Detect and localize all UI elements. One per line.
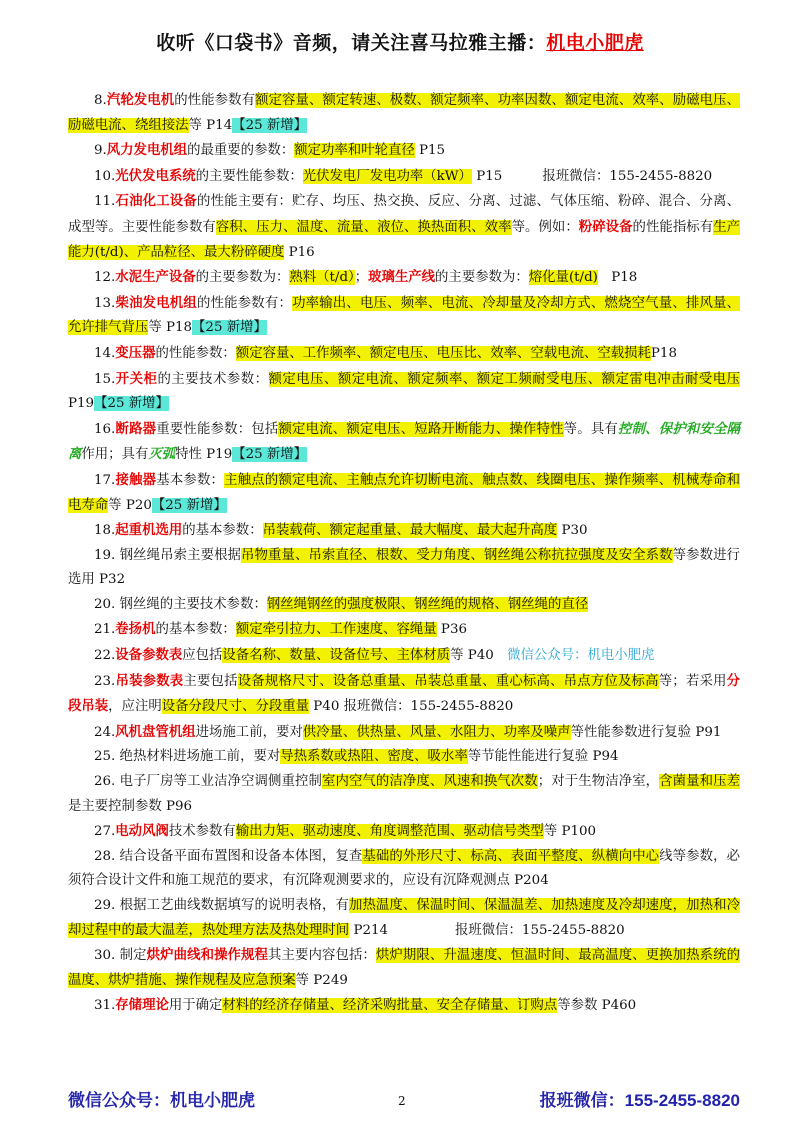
text-segment: P18: [597, 270, 638, 286]
highlighted-parameters: 容积、压力、温度、流量、液位、换热面积、效率: [215, 219, 512, 235]
text-segment: 15.: [94, 371, 116, 387]
text-segment: P40 报班微信：155-2455-8820: [309, 699, 514, 715]
text-segment: 12.: [94, 270, 116, 286]
text-segment: 17.: [94, 472, 116, 488]
key-term: 起重机选用: [115, 522, 183, 539]
highlighted-parameters: 主触点的额定电流、主触点允许切断电流、触点数、线圈电压、操作频率、机械寿命和电寿命: [68, 472, 741, 513]
key-term: 断路器: [115, 420, 157, 437]
highlighted-parameters: 加热温度、保温时间、保温温差、加热速度及冷却速度，加热和冷却过程中的最大温差，热处理方法及热处理时间: [68, 898, 740, 938]
new-tag: 【25 新增】: [232, 447, 308, 463]
highlighted-parameters: 钢丝绳钢丝的强度极限、钢丝绳的规格、钢丝绳的直径: [266, 596, 589, 612]
text-segment: P214 报班微信：155-2455-8820: [349, 922, 625, 938]
footer-signup-label: 报班微信：: [539, 1091, 625, 1111]
text-segment: 等 P14: [188, 117, 233, 133]
new-tag: 【25 新增】: [232, 117, 308, 133]
highlighted-parameters: 输出力矩、驱动速度、角度调整范围、驱动信号类型: [235, 824, 544, 840]
text-segment: P16: [284, 244, 315, 260]
list-item: [68, 845, 740, 894]
text-segment: 等。例如：: [511, 219, 579, 235]
text-segment: 8.: [94, 93, 107, 108]
key-term: 存储理论: [115, 997, 169, 1014]
highlighted-parameters: 室内空气的洁净度、风速和换气次数: [321, 774, 538, 790]
text-segment: 16.: [94, 421, 116, 437]
list-item: [68, 544, 740, 593]
list-item: [68, 341, 740, 367]
emphasis-term: 灭弧: [148, 446, 176, 463]
wechat-note: 微信公众号：机电小肥虎: [507, 648, 655, 664]
list-item: [68, 643, 740, 669]
list-item: [68, 593, 740, 618]
footer-signup-number: 155-2455-8820: [624, 1091, 740, 1110]
highlighted-parameters: 额定电压、额定电流、额定频率、额定工频耐受电压、额定雷电冲击耐受电压: [268, 371, 741, 387]
key-term: 烘炉曲线和操作规程: [146, 947, 269, 964]
list-item: [68, 770, 740, 819]
list-item: [68, 617, 740, 643]
text-segment: 等 P40: [450, 648, 508, 664]
text-segment: 31.: [94, 998, 116, 1014]
list-item: [68, 164, 740, 190]
page-header: [0, 28, 800, 55]
text-segment: 22.: [94, 648, 116, 664]
highlighted-parameters: 额定容量、工作频率、额定电压、电压比、效率、空载电流、空载损耗: [235, 345, 651, 361]
key-term: 卷扬机: [115, 621, 156, 638]
text-segment: P15: [414, 143, 446, 159]
text-segment: 10.: [94, 168, 116, 184]
text-segment: 基本参数：: [156, 472, 225, 488]
text-segment: 技术参数有: [168, 824, 236, 840]
text-segment: 重要性能参数：包括: [156, 421, 279, 437]
new-tag: 【25 新增】: [192, 320, 267, 336]
key-term: 设备参数表: [115, 647, 183, 664]
text-segment: P18: [650, 345, 677, 361]
new-tag: 【25 新增】: [151, 497, 227, 513]
text-segment: 的性能参数有：: [196, 295, 293, 311]
highlighted-parameters: 基础的外形尺寸、标高、表面平整度、纵横向中心: [362, 848, 660, 864]
text-segment: 23.: [94, 673, 116, 689]
text-segment: 30. 制定: [94, 948, 147, 964]
parameter-list: [68, 88, 740, 1019]
text-segment: 24.: [94, 724, 116, 740]
text-segment: 13.: [94, 295, 116, 311]
text-segment: 的性能主要有：贮存、均压、热交换、反应、分离、过滤、气体压缩、粉碎、混合、分离、成型等。主要性能参数有: [68, 194, 741, 235]
highlighted-parameters: 熔化量(t/d): [528, 270, 598, 286]
text-segment: 主要包括: [183, 673, 238, 689]
text-segment: ，应注明: [108, 699, 162, 715]
text-segment: 的主要参数为：: [195, 270, 290, 286]
text-segment: 的性能参数有: [174, 93, 256, 108]
text-segment: 等 P249: [295, 972, 348, 988]
text-segment: 是主要控制参数 P96: [68, 798, 193, 814]
text-segment: 等性能参数进行复验 P91: [570, 724, 722, 740]
text-segment: P15 报班微信：155-2455-8820: [471, 168, 713, 184]
list-item: [68, 468, 740, 518]
text-segment: 26. 电子厂房等工业洁净空调侧重控制: [94, 774, 322, 790]
list-item: [68, 745, 740, 770]
highlighted-parameters: 导热系数或热阻、密度、吸水率: [280, 749, 468, 765]
highlighted-parameters: 熟料（t/d）: [289, 270, 355, 286]
text-segment: 的性能参数：: [155, 345, 236, 361]
list-item: [68, 138, 740, 164]
text-segment: 28. 结合设备平面布置图和设备本体图，复查: [94, 848, 363, 864]
header-prefix: 收听《口袋书》音频，请关注喜马拉雅主播：: [156, 32, 547, 54]
text-segment: 等 P100: [543, 824, 597, 840]
highlighted-parameters: 设备分段尺寸、分段重量: [161, 699, 310, 715]
text-segment: 等参数进行选用 P32: [68, 547, 740, 588]
list-item: [68, 265, 740, 291]
highlighted-parameters: 设备名称、数量、设备位号、主体材质: [222, 648, 451, 664]
highlighted-parameters: 额定功率和叶轮直径: [294, 143, 415, 159]
text-segment: 21.: [94, 622, 116, 638]
text-segment: 9.: [94, 143, 107, 159]
key-term: 水泥生产设备: [115, 269, 196, 286]
key-term: 风机盘管机组: [115, 723, 196, 740]
text-segment: 的主要性能参数：: [195, 168, 303, 184]
highlighted-parameters: 烘炉期限、升温速度、恒温时间、最高温度、更换加热系统的温度、烘炉措施、操作规程及应急预案: [68, 948, 740, 988]
text-segment: 27.: [94, 824, 116, 840]
text-segment: 等；若采用: [658, 673, 727, 689]
key-term: 柴油发电机组: [115, 294, 197, 311]
highlighted-parameters: 吊物重量、吊索直径、根数、受力角度、钢丝绳公称抗拉强度及安全系数: [241, 547, 673, 563]
text-segment: 进场施工前，要对: [195, 724, 303, 740]
text-segment: 等节能性能进行复验 P94: [467, 749, 619, 765]
text-segment: 19. 钢丝绳吊索主要根据: [94, 547, 242, 563]
emphasis-term: 控制、保护和安全隔离: [68, 420, 741, 463]
text-segment: P19: [68, 396, 95, 412]
text-segment: 25. 绝热材料进场施工前，要对: [94, 749, 281, 765]
key-term: 电动风阀: [115, 823, 169, 840]
key-term: 石油化工设备: [115, 193, 197, 210]
list-item: [68, 669, 740, 720]
text-segment: 其主要内容包括：: [268, 948, 376, 964]
list-item: [68, 894, 740, 943]
text-segment: 的主要技术参数：: [157, 371, 269, 387]
list-item: [68, 993, 740, 1019]
text-segment: 用于确定: [168, 998, 223, 1014]
text-segment: 作用；具有: [81, 447, 149, 463]
text-segment: 11.: [94, 194, 116, 210]
highlighted-parameters: 光伏发电厂发电功率（kW）: [302, 168, 472, 184]
highlighted-parameters: 含菌量和压差: [659, 774, 741, 790]
list-item: [68, 819, 740, 845]
list-item: [68, 189, 740, 265]
highlighted-parameters: 设备规格尺寸、设备总重量、吊装总重量、重心标高、吊点方位及标高: [237, 673, 659, 689]
highlighted-parameters: 额定牵引拉力、工作速度、容绳量: [235, 622, 437, 638]
key-term: 玻璃生产线: [368, 269, 436, 286]
key-term: 汽轮发电机: [106, 92, 175, 108]
list-item: [68, 367, 740, 417]
key-term: 开关柜: [115, 370, 158, 387]
text-segment: 18.: [94, 523, 116, 539]
page-number: 2: [398, 1094, 406, 1108]
text-segment: 的主要参数为：: [435, 270, 529, 286]
text-segment: 特性 P19: [175, 447, 233, 463]
highlighted-parameters: 供冷量、供热量、风量、水阻力、功率及噪声: [302, 724, 571, 740]
text-segment: 的基本参数：: [182, 523, 263, 539]
list-item: [68, 291, 740, 341]
highlighted-parameters: 材料的经济存储量、经济采购批量、安全存储量、订购点: [222, 998, 558, 1014]
list-item: [68, 720, 740, 746]
text-segment: 14.: [94, 345, 116, 361]
text-segment: P36: [436, 622, 467, 638]
footer-signup-wechat: [540, 1086, 740, 1111]
text-segment: 的最重要的参数：: [187, 143, 295, 159]
new-tag: 【25 新增】: [94, 396, 169, 412]
key-term: 分段吊装: [68, 672, 741, 715]
header-anchor-name: 机电小肥虎: [546, 32, 644, 54]
list-item: [68, 943, 740, 993]
text-segment: 应包括: [182, 648, 223, 664]
key-term: 吊装参数表: [115, 672, 184, 689]
text-segment: 的基本参数：: [155, 622, 236, 638]
text-segment: 等 P20: [108, 497, 152, 513]
key-term: 接触器: [115, 471, 157, 488]
text-segment: 线等参数，必须符合设计文件和施工规范的要求，有沉降观测要求的，应设有沉降观测点 P204: [68, 848, 741, 889]
footer-wechat-account: 微信公众号：机电小肥虎: [68, 1091, 255, 1111]
key-term: 粉碎设备: [578, 218, 633, 235]
highlighted-parameters: 生产能力(t/d)、产品粒径、最大粉碎硬度: [68, 219, 741, 260]
text-segment: 29. 根据工艺曲线数据填写的说明表格，有: [94, 898, 349, 913]
text-segment: 20. 钢丝绳的主要技术参数：: [94, 596, 267, 612]
highlighted-parameters: 功率输出、电压、频率、电流、冷却量及冷却方式、燃烧空气量、排风量、允许排气背压: [68, 295, 741, 336]
text-segment: 等参数 P460: [557, 998, 637, 1014]
highlighted-parameters: 额定电流、额定电压、短路开断能力、操作特性: [278, 421, 564, 437]
text-segment: ；对于生物洁净室，: [537, 774, 660, 790]
list-item: [68, 88, 740, 138]
key-term: 光伏发电系统: [115, 167, 196, 184]
key-term: 变压器: [115, 344, 156, 361]
key-term: 风力发电机组: [106, 142, 188, 159]
highlighted-parameters: 额定容量、额定转速、极数、额定频率、功率因数、额定电流、效率、励磁电压、励磁电流、绕组接法: [68, 93, 741, 133]
highlighted-parameters: 吊装载荷、额定起重量、最大幅度、最大起升高度: [262, 523, 558, 539]
text-segment: ；: [354, 270, 369, 286]
text-segment: 等。具有: [563, 421, 618, 437]
list-item: [68, 417, 740, 468]
list-item: [68, 518, 740, 544]
text-segment: P30: [557, 523, 588, 539]
text-segment: 的性能指标有: [632, 219, 714, 235]
text-segment: 等 P18: [148, 320, 193, 336]
